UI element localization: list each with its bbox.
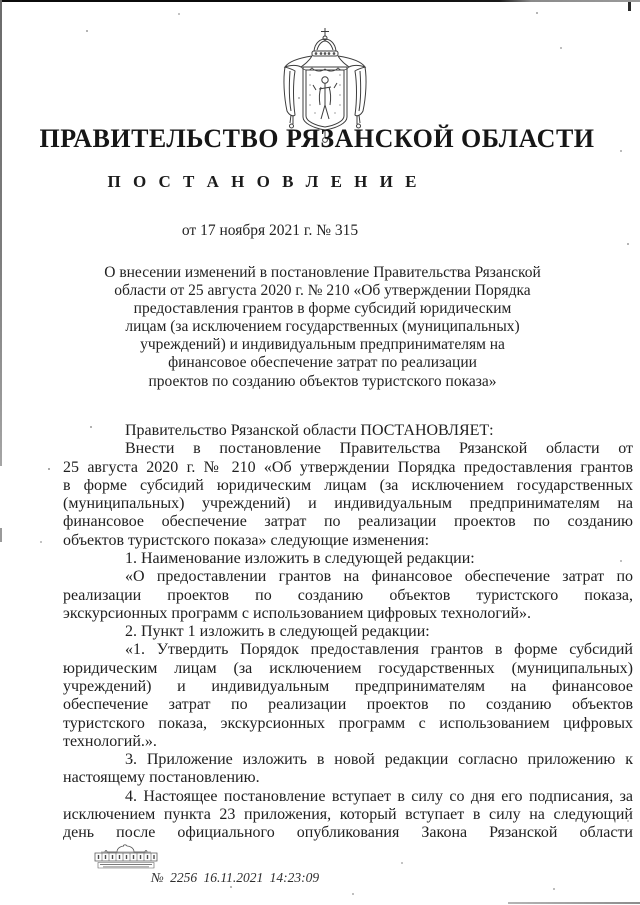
document-body — [63, 422, 633, 842]
body-text-line: 3. Приложение изложить в новой редакции согласно приложению к — [125, 751, 633, 769]
body-text-line: 25 августа 2020 г. № 210 «Об утверждении Порядка предоставления грантов — [63, 458, 633, 476]
body-text-line: 4. Настоящее постановление вступает в силу со дня его подписания, за — [125, 787, 633, 805]
scan-noise-specks — [86, 30, 88, 32]
document-subject-line: О внесении изменений в постановление Правительства Рязанской — [104, 264, 541, 281]
body-text-line: «О предоставлении грантов на финансовое обеспечение затрат по — [125, 568, 633, 586]
document-subject-line: финансовое обеспечение затрат по реализации — [168, 354, 477, 372]
document-type-title: П О С Т А Н О В Л Е Н И Е — [107, 172, 421, 191]
body-text-line: день после официального опубликования Закона Рязанской области — [63, 824, 633, 842]
body-text-line: экскурсионных программ с использованием цифровых технологий». — [63, 604, 532, 622]
document-subject-line: лицам (за исключением государственных (муниципальных) — [125, 318, 520, 336]
scan-edge-bottom — [508, 902, 640, 904]
document-subject-line: области от 25 августа 2020 г. № 210 «Об утверждении Порядка — [114, 282, 531, 300]
scan-edge-dash — [0, 528, 2, 542]
body-text-line: финансовое обеспечение затрат по реализации проектов по созданию — [63, 513, 633, 531]
body-text-line: «1. Утвердить Порядок предоставления грантов в форме субсидий — [125, 641, 633, 659]
body-text-line: в форме субсидий юридическим лицам (за исключением государственных — [63, 476, 633, 494]
body-text-line: 2. Пункт 1 изложить в следующей редакции: — [125, 623, 430, 641]
document-subject-line: проектов по созданию объектов туристского показа» — [148, 372, 497, 390]
body-text-line: настоящему постановлению. — [63, 769, 260, 787]
body-text-line: учреждений) и индивидуальным предпринимателям на финансовое — [63, 677, 633, 695]
registration-number-timestamp: № 2256 16.11.2021 14:23:09 — [151, 870, 320, 885]
body-text-line: обеспечение затрат по реализации проектов по созданию объектов — [63, 696, 633, 714]
issuing-authority-title: ПРАВИТЕЛЬСТВО РЯЗАНСКОЙ ОБЛАСТИ — [39, 124, 595, 153]
body-text-line: Правительство Рязанской области ПОСТАНОВЛЯЕТ: — [125, 422, 494, 439]
body-text-line: (муниципальных) учреждений) и индивидуальным предпринимателям на — [63, 495, 633, 513]
scan-edge-top — [0, 0, 640, 2]
body-text-line: объектов туристского показа» следующие изменения: — [63, 531, 430, 549]
body-text-line: исключением пункта 23 приложения, который вступает в силу на следующий — [63, 805, 633, 823]
scan-artifact-mark — [628, 2, 631, 11]
document-date-number: от 17 ноября 2021 г. № 315 — [181, 222, 359, 239]
document-subject-line: предоставления грантов в форме субсидий юридическим — [133, 300, 512, 318]
body-text-line: туристского показа, экскурсионных программ с использованием цифровых — [63, 714, 633, 732]
document-subject — [60, 264, 585, 391]
registration-stamp-icon — [91, 844, 163, 872]
body-text-line: реализации проектов по созданию объектов туристского показа, — [63, 586, 633, 604]
body-text-line: 1. Наименование изложить в следующей редакции: — [125, 549, 475, 567]
body-text-line: юридическим лицам (за исключением государственных (муниципальных) — [63, 659, 633, 677]
body-text-line: технологий.». — [63, 732, 157, 750]
document-subject-line: учреждений) и индивидуальным предпринимателям на — [140, 336, 505, 354]
body-text-line: Внести в постановление Правительства Рязанской области от — [125, 440, 633, 458]
